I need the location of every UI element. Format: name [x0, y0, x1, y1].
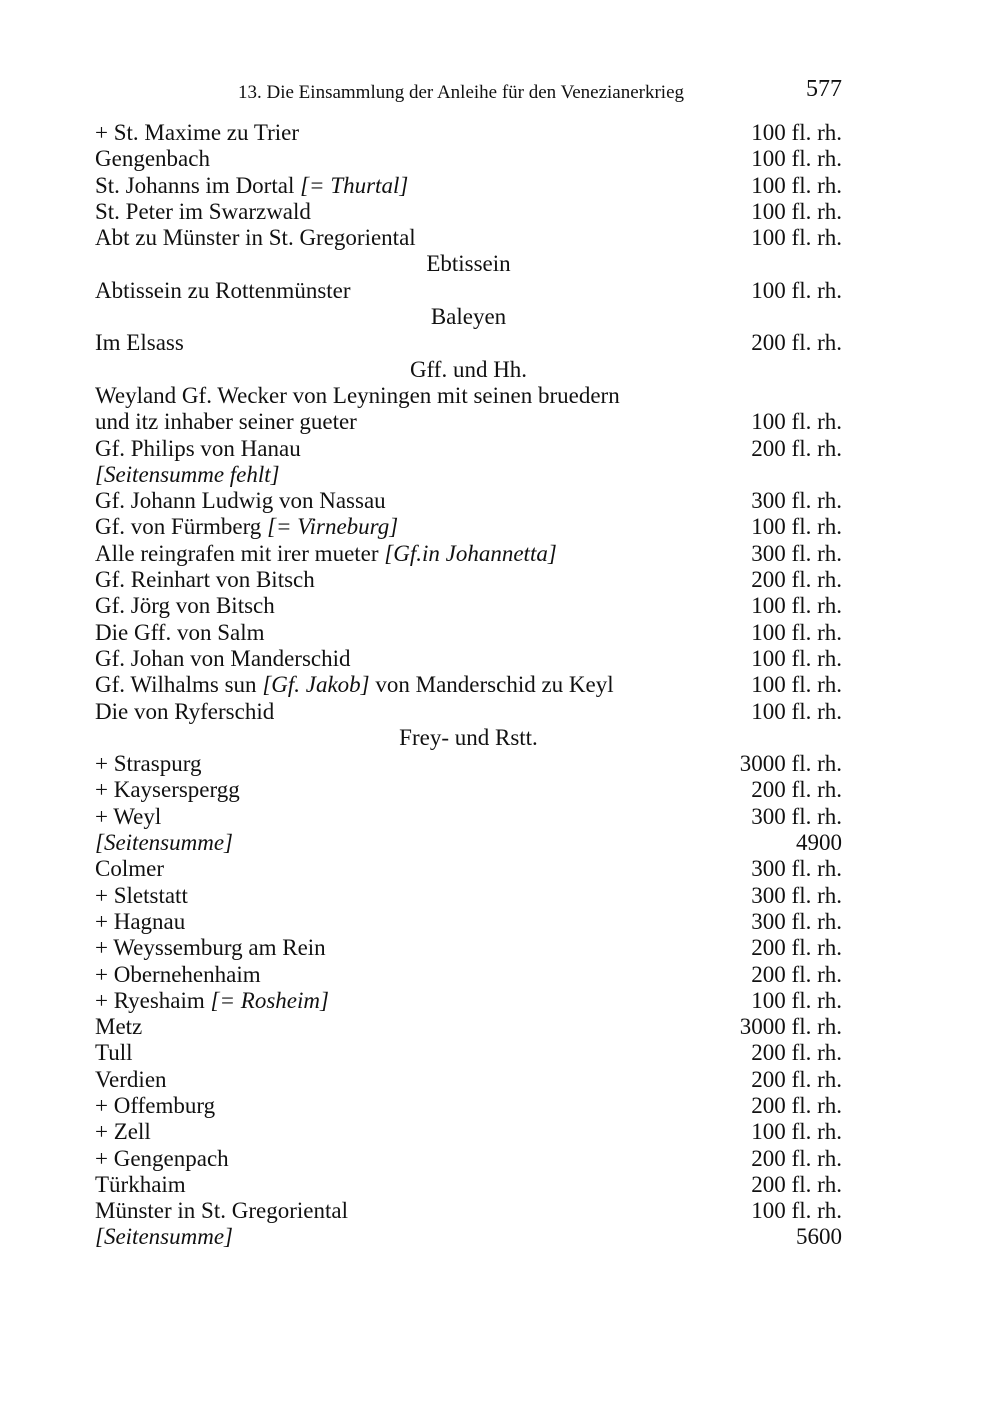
list-item — [95, 1067, 842, 1093]
section-heading — [95, 725, 842, 751]
entry-label — [95, 330, 184, 356]
section-heading — [95, 304, 842, 330]
editorial-note: [= Virneburg] — [267, 514, 399, 540]
entry-label — [95, 278, 351, 304]
entry-label — [95, 199, 311, 225]
entry-name: Die von Ryferschid — [95, 698, 275, 724]
entry-label — [95, 1172, 186, 1198]
section-heading-text: Baleyen — [430, 304, 507, 330]
list-item — [95, 804, 842, 830]
entry-name-continued: von Manderschid zu Keyl — [369, 672, 614, 698]
list-item — [95, 436, 842, 462]
entry-label — [95, 541, 557, 567]
entry-amount: 300 fl. rh. — [751, 856, 842, 882]
entry-amount: 200 fl. rh. — [751, 1092, 842, 1118]
list-item — [95, 330, 842, 356]
entry-label — [95, 1093, 215, 1119]
entry-label — [95, 225, 416, 251]
entry-name: Verdien — [95, 1066, 167, 1092]
list-item — [95, 751, 842, 777]
entry-name: Münster in St. Gregoriental — [95, 1198, 348, 1224]
entry-label — [95, 593, 275, 619]
entry-name: + Sletstatt — [95, 882, 188, 908]
entry-label — [95, 646, 351, 672]
list-item — [95, 488, 842, 514]
entry-name: Tull — [95, 1040, 133, 1066]
entry-name: Metz — [95, 1014, 143, 1040]
entry-label — [95, 935, 326, 961]
list-item — [95, 146, 842, 172]
entry-label — [95, 1146, 229, 1172]
entry-amount: 300 fl. rh. — [751, 803, 842, 829]
entry-name: + Straspurg — [95, 751, 202, 777]
entry-name: St. Peter im Swarzwald — [95, 198, 311, 224]
list-item — [95, 883, 842, 909]
entry-list — [95, 120, 842, 1251]
list-item — [95, 278, 842, 304]
entry-label — [95, 383, 620, 409]
entry-label — [95, 488, 386, 514]
section-heading — [95, 357, 842, 383]
entry-amount: 100 fl. rh. — [751, 619, 842, 645]
entry-label — [95, 1014, 142, 1040]
list-item — [95, 593, 842, 619]
list-item — [95, 856, 842, 882]
entry-name: Gf. von Fürmberg — [95, 514, 268, 540]
editorial-note: [Gf. Jakob] — [262, 672, 370, 698]
entry-amount: 200 fl. rh. — [751, 1145, 842, 1171]
list-item — [95, 199, 842, 225]
entry-name: + Hagnau — [95, 908, 186, 934]
entry-label — [95, 909, 185, 935]
entry-name: und itz inhaber seiner gueter — [95, 409, 357, 435]
entry-amount: 100 fl. rh. — [751, 172, 842, 198]
list-item — [95, 541, 842, 567]
entry-name: Gf. Wilhalms sun — [95, 672, 263, 698]
entry-amount: 5600 — [796, 1224, 842, 1250]
entry-label — [95, 699, 274, 725]
list-item — [95, 173, 842, 199]
entry-name: + Weyl — [95, 803, 162, 829]
entry-name: + St. Maxime zu Trier — [95, 120, 300, 145]
entry-name: Weyland Gf. Wecker von Leyningen mit seinen bruedern — [95, 382, 620, 408]
entry-label — [95, 1067, 167, 1093]
entry-label — [95, 462, 280, 488]
entry-amount: 200 fl. rh. — [751, 1066, 842, 1092]
entry-name: Gf. Johann Ludwig von Nassau — [95, 488, 386, 514]
list-item — [95, 1093, 842, 1119]
list-item — [95, 620, 842, 646]
editorial-note: [= Thurtal] — [300, 172, 409, 198]
entry-amount: 200 fl. rh. — [751, 961, 842, 987]
entry-amount: 100 fl. rh. — [751, 1198, 842, 1224]
entry-label — [95, 856, 164, 882]
entry-amount: 200 fl. rh. — [751, 435, 842, 461]
list-item — [95, 567, 842, 593]
list-item — [95, 225, 842, 251]
entry-name: + Gengenpach — [95, 1145, 229, 1171]
section-heading — [95, 251, 842, 277]
entry-name: + Weyssemburg am Rein — [95, 935, 326, 961]
entry-name: Gf. Jörg von Bitsch — [95, 593, 275, 619]
editorial-note: [Gf.in Johannetta] — [384, 540, 557, 566]
entry-amount: 100 fl. rh. — [751, 146, 842, 172]
entry-name: + Ryeshaim — [95, 987, 211, 1013]
entry-label — [95, 883, 188, 909]
list-item — [95, 830, 842, 856]
entry-name: St. Johanns im Dortal — [95, 172, 301, 198]
entry-amount: 100 fl. rh. — [751, 645, 842, 671]
entry-amount: 100 fl. rh. — [751, 120, 842, 145]
entry-amount: 200 fl. rh. — [751, 567, 842, 593]
entry-amount: 100 fl. rh. — [751, 198, 842, 224]
entry-amount: 4900 — [796, 830, 842, 856]
entry-name: Alle reingrafen mit irer mueter — [95, 540, 385, 566]
entry-name: Abt zu Münster in St. Gregoriental — [95, 225, 416, 251]
entry-label — [95, 409, 357, 435]
list-item — [95, 1146, 842, 1172]
entry-label — [95, 567, 315, 593]
list-item — [95, 646, 842, 672]
entry-amount: 100 fl. rh. — [751, 593, 842, 619]
entry-label — [95, 120, 299, 146]
entry-amount: 200 fl. rh. — [751, 777, 842, 803]
entry-amount: 300 fl. rh. — [751, 540, 842, 566]
entry-amount: 200 fl. rh. — [751, 935, 842, 961]
entry-label — [95, 436, 301, 462]
list-item — [95, 962, 842, 988]
entry-label — [95, 804, 161, 830]
entry-label — [95, 1198, 348, 1224]
list-item — [95, 909, 842, 935]
list-item — [95, 672, 842, 698]
entry-amount: 200 fl. rh. — [751, 1040, 842, 1066]
entry-name: Gengenbach — [95, 146, 210, 172]
entry-label — [95, 988, 329, 1014]
entry-label — [95, 777, 240, 803]
list-item — [95, 935, 842, 961]
entry-label — [95, 620, 265, 646]
list-item — [95, 1198, 842, 1224]
list-item — [95, 988, 842, 1014]
entry-name: Türkhaim — [95, 1171, 186, 1197]
list-item — [95, 383, 842, 409]
list-item — [95, 1040, 842, 1066]
entry-amount: 100 fl. rh. — [751, 672, 842, 698]
entry-amount: 300 fl. rh. — [751, 488, 842, 514]
list-item — [95, 514, 842, 540]
list-item — [95, 1014, 842, 1040]
entry-name: Die Gff. von Salm — [95, 619, 265, 645]
entry-name: + Kayserspergg — [95, 777, 240, 803]
entry-amount: 200 fl. rh. — [751, 330, 842, 356]
entry-name: Gf. Reinhart von Bitsch — [95, 567, 315, 593]
entry-name: Abtissein zu Rottenmünster — [95, 277, 351, 303]
editorial-note: [Seitensumme fehlt] — [95, 461, 280, 487]
entry-amount: 100 fl. rh. — [751, 225, 842, 251]
entry-name: Im Elsass — [95, 330, 184, 356]
entry-name: Colmer — [95, 856, 164, 882]
list-item — [95, 1224, 842, 1250]
editorial-note: [Seitensumme] — [95, 1224, 233, 1250]
entry-amount: 100 fl. rh. — [751, 409, 842, 435]
entry-label — [95, 1224, 233, 1250]
entry-amount: 300 fl. rh. — [751, 908, 842, 934]
entry-name: Gf. Johan von Manderschid — [95, 645, 351, 671]
list-item — [95, 699, 842, 725]
entry-amount: 100 fl. rh. — [751, 1119, 842, 1145]
entry-label — [95, 830, 233, 856]
running-title: 13. Die Einsammlung der Anleihe für den Venezianerkrieg — [238, 82, 685, 103]
entry-label — [95, 672, 614, 698]
list-item — [95, 1119, 842, 1145]
page-number: 577 — [806, 76, 842, 102]
entry-amount: 3000 fl. rh. — [739, 751, 842, 777]
entry-name: + Zell — [95, 1119, 151, 1145]
list-item — [95, 120, 842, 146]
entry-amount: 100 fl. rh. — [751, 987, 842, 1013]
entry-label — [95, 1040, 133, 1066]
running-head — [95, 76, 842, 110]
entry-label — [95, 514, 398, 540]
section-heading-text: Gff. und Hh. — [409, 356, 528, 382]
entry-amount: 100 fl. rh. — [751, 698, 842, 724]
list-item — [95, 462, 842, 488]
entry-label — [95, 173, 408, 199]
list-item — [95, 777, 842, 803]
entry-amount: 200 fl. rh. — [751, 1171, 842, 1197]
section-heading-text: Frey- und Rstt. — [399, 724, 538, 750]
entry-label — [95, 962, 261, 988]
entry-amount: 100 fl. rh. — [751, 514, 842, 540]
entry-label — [95, 751, 201, 777]
entry-amount: 100 fl. rh. — [751, 277, 842, 303]
entry-name: + Offemburg — [95, 1092, 216, 1118]
entry-amount: 300 fl. rh. — [751, 882, 842, 908]
section-heading-text: Ebtissein — [426, 251, 511, 277]
entry-amount: 3000 fl. rh. — [739, 1014, 842, 1040]
list-item — [95, 1172, 842, 1198]
entry-label — [95, 1119, 151, 1145]
entry-label — [95, 146, 210, 172]
entry-name: + Obernehenhaim — [95, 961, 261, 987]
editorial-note: [= Rosheim] — [210, 987, 329, 1013]
entry-name: Gf. Philips von Hanau — [95, 435, 301, 461]
list-item — [95, 409, 842, 435]
editorial-note: [Seitensumme] — [95, 830, 233, 856]
